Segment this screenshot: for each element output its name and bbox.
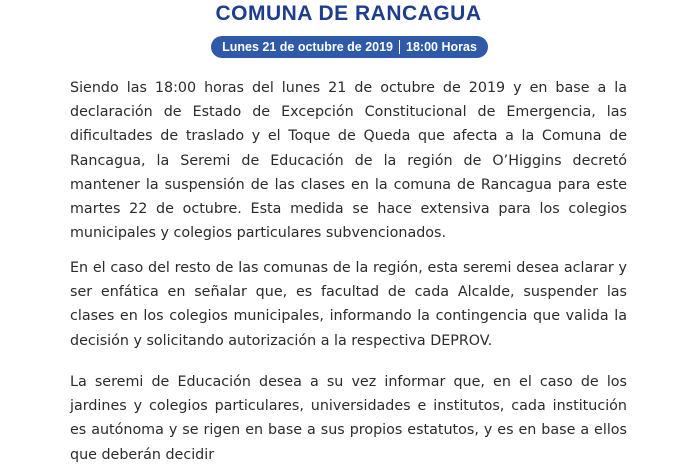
paragraph-2: En el caso del resto de las comunas de la región, esta seremi desea aclarar y ser enfática en señalar que, es facultad de cada Alcalde, suspender las clases en los colegios municipales, informando la contingencia que valida la decisión y solicitando autorización a la respectiva DEPROV. [70, 260, 627, 349]
badge-divider [399, 40, 400, 54]
document-title: COMUNA DE RANCAGUA [215, 2, 482, 25]
time-label: 18:00 Horas [406, 40, 477, 54]
date-time-badge [211, 36, 488, 58]
paragraph-3: La seremi de Educación desea a su vez informar que, en el caso de los jardines y colegios particulares, universidades e institutos, cada institución es autónoma y se rigen en base a sus propios estatutos, y es en base a ellos que deberán decidir [70, 374, 627, 463]
paragraph-1: Siendo las 18:00 horas del lunes 21 de octubre de 2019 y en base a la declaración de Estado de Excepción Constitucional de Emergencia, las dificultades de traslado y el Toque de Queda que afecta a la Comuna de Rancagua, la Seremi de Educación de la región de O’Higgins decretó mantener la suspensión de las clases en la comuna de Rancagua para este martes 22 de octubre. Esta medida se hace extensiva para los colegios municipales y colegios particulares subvencionados. [70, 80, 627, 242]
date-label: Lunes 21 de octubre de 2019 [222, 40, 394, 54]
